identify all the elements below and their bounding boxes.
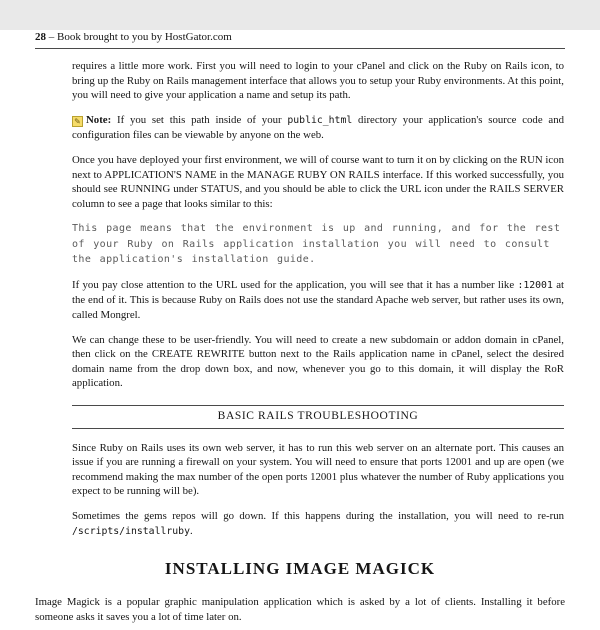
paragraph-gems bbox=[72, 509, 564, 539]
paragraph-text: requires a little more work. First you will need to login to your cPanel and click on the Ruby on Rails icon, to bring up the Ruby on Rails management interface that allows you to setup your Ruby environments. At this point, you will need to give your application a name and setup its path. bbox=[72, 60, 564, 102]
note-label: Note: bbox=[86, 113, 112, 126]
chapter-section bbox=[35, 559, 565, 624]
note-paragraph bbox=[72, 113, 564, 143]
paragraph-port bbox=[72, 278, 564, 323]
chapter-heading: INSTALLING IMAGE MAGICK bbox=[164, 559, 436, 579]
paragraph-text: Since Ruby on Rails uses its own web server, it has to run this web server on an alternate port. This causes an issue if you are running a firewall on your system. You will need to ensure that ports 12001 and up are open (we recommend making the max number of the open ports 12001 plus whatever the number of Ruby applications you expect to be running will be). bbox=[72, 441, 564, 498]
paragraph-imagemagick: Image Magick is a popular graphic manipulation application which is asked by a lot of clients. Installing it before someone asks it saves you a lot of time later on. bbox=[35, 596, 565, 623]
header-rule bbox=[35, 48, 565, 49]
page-number: 28 bbox=[35, 31, 46, 43]
section-heading-block bbox=[72, 405, 564, 429]
document-page bbox=[0, 30, 600, 630]
paragraph-text-pre: If you pay close attention to the URL used for the application, you will see that it has a number like bbox=[72, 278, 518, 291]
inline-code-installruby: /scripts/installruby bbox=[72, 525, 190, 537]
paragraph-text-post: . bbox=[189, 524, 193, 537]
pencil-note-icon: ✎ bbox=[72, 116, 83, 127]
page-body bbox=[72, 59, 564, 539]
inline-code-public-html: public_html bbox=[287, 114, 353, 126]
paragraph-text: We can change these to be user-friendly. You will need to create a new subdomain or addon domain in cPanel, then click on the CREATE REWRITE button next to the Rails application name in cPanel, select the desired domain name from the drop down box, and now, whenever you go to this domain, it will display the RoR application. bbox=[72, 333, 564, 390]
paragraph-text-post: at the end of it. This is because Ruby on Rails does not use the standard Apache web server, but rather uses its own, called Mongrel. bbox=[72, 278, 564, 322]
paragraph-text: Once you have deployed your first environment, we will of course want to turn it on by clicking on the RUN icon next to APPLICATION'S NAME in the MANAGE RUBY ON RAILS interface. If this worked successfully, you should see RUNNING under STATUS, and you should be able to click the URL icon under the RAILS SERVER column to see a page that looks similar to this: bbox=[72, 153, 564, 210]
paragraph-deploy bbox=[72, 153, 564, 211]
inline-code-port: :12001 bbox=[517, 279, 553, 291]
note-text-pre: If you set this path inside of your bbox=[111, 113, 288, 126]
paragraph-rewrite bbox=[72, 333, 564, 391]
paragraph-firewall bbox=[72, 441, 564, 499]
paragraph-intro bbox=[72, 59, 564, 103]
note-text-post: directory your application's source code and configuration files can be viewable by anyone on the web. bbox=[72, 113, 564, 142]
page-header bbox=[35, 30, 565, 44]
code-block-environment-message: This page means that the environment is up and running, and for the rest of your Ruby on Rails application installation you will need to consult the application's installation guide. bbox=[72, 223, 561, 266]
paragraph-text-pre: Sometimes the gems repos will go down. If this happens during the installation, you will need to re-run bbox=[72, 509, 564, 522]
header-title: – Book brought to you by HostGator.com bbox=[46, 31, 232, 43]
section-heading: BASIC RAILS TROUBLESHOOTING bbox=[217, 410, 419, 422]
